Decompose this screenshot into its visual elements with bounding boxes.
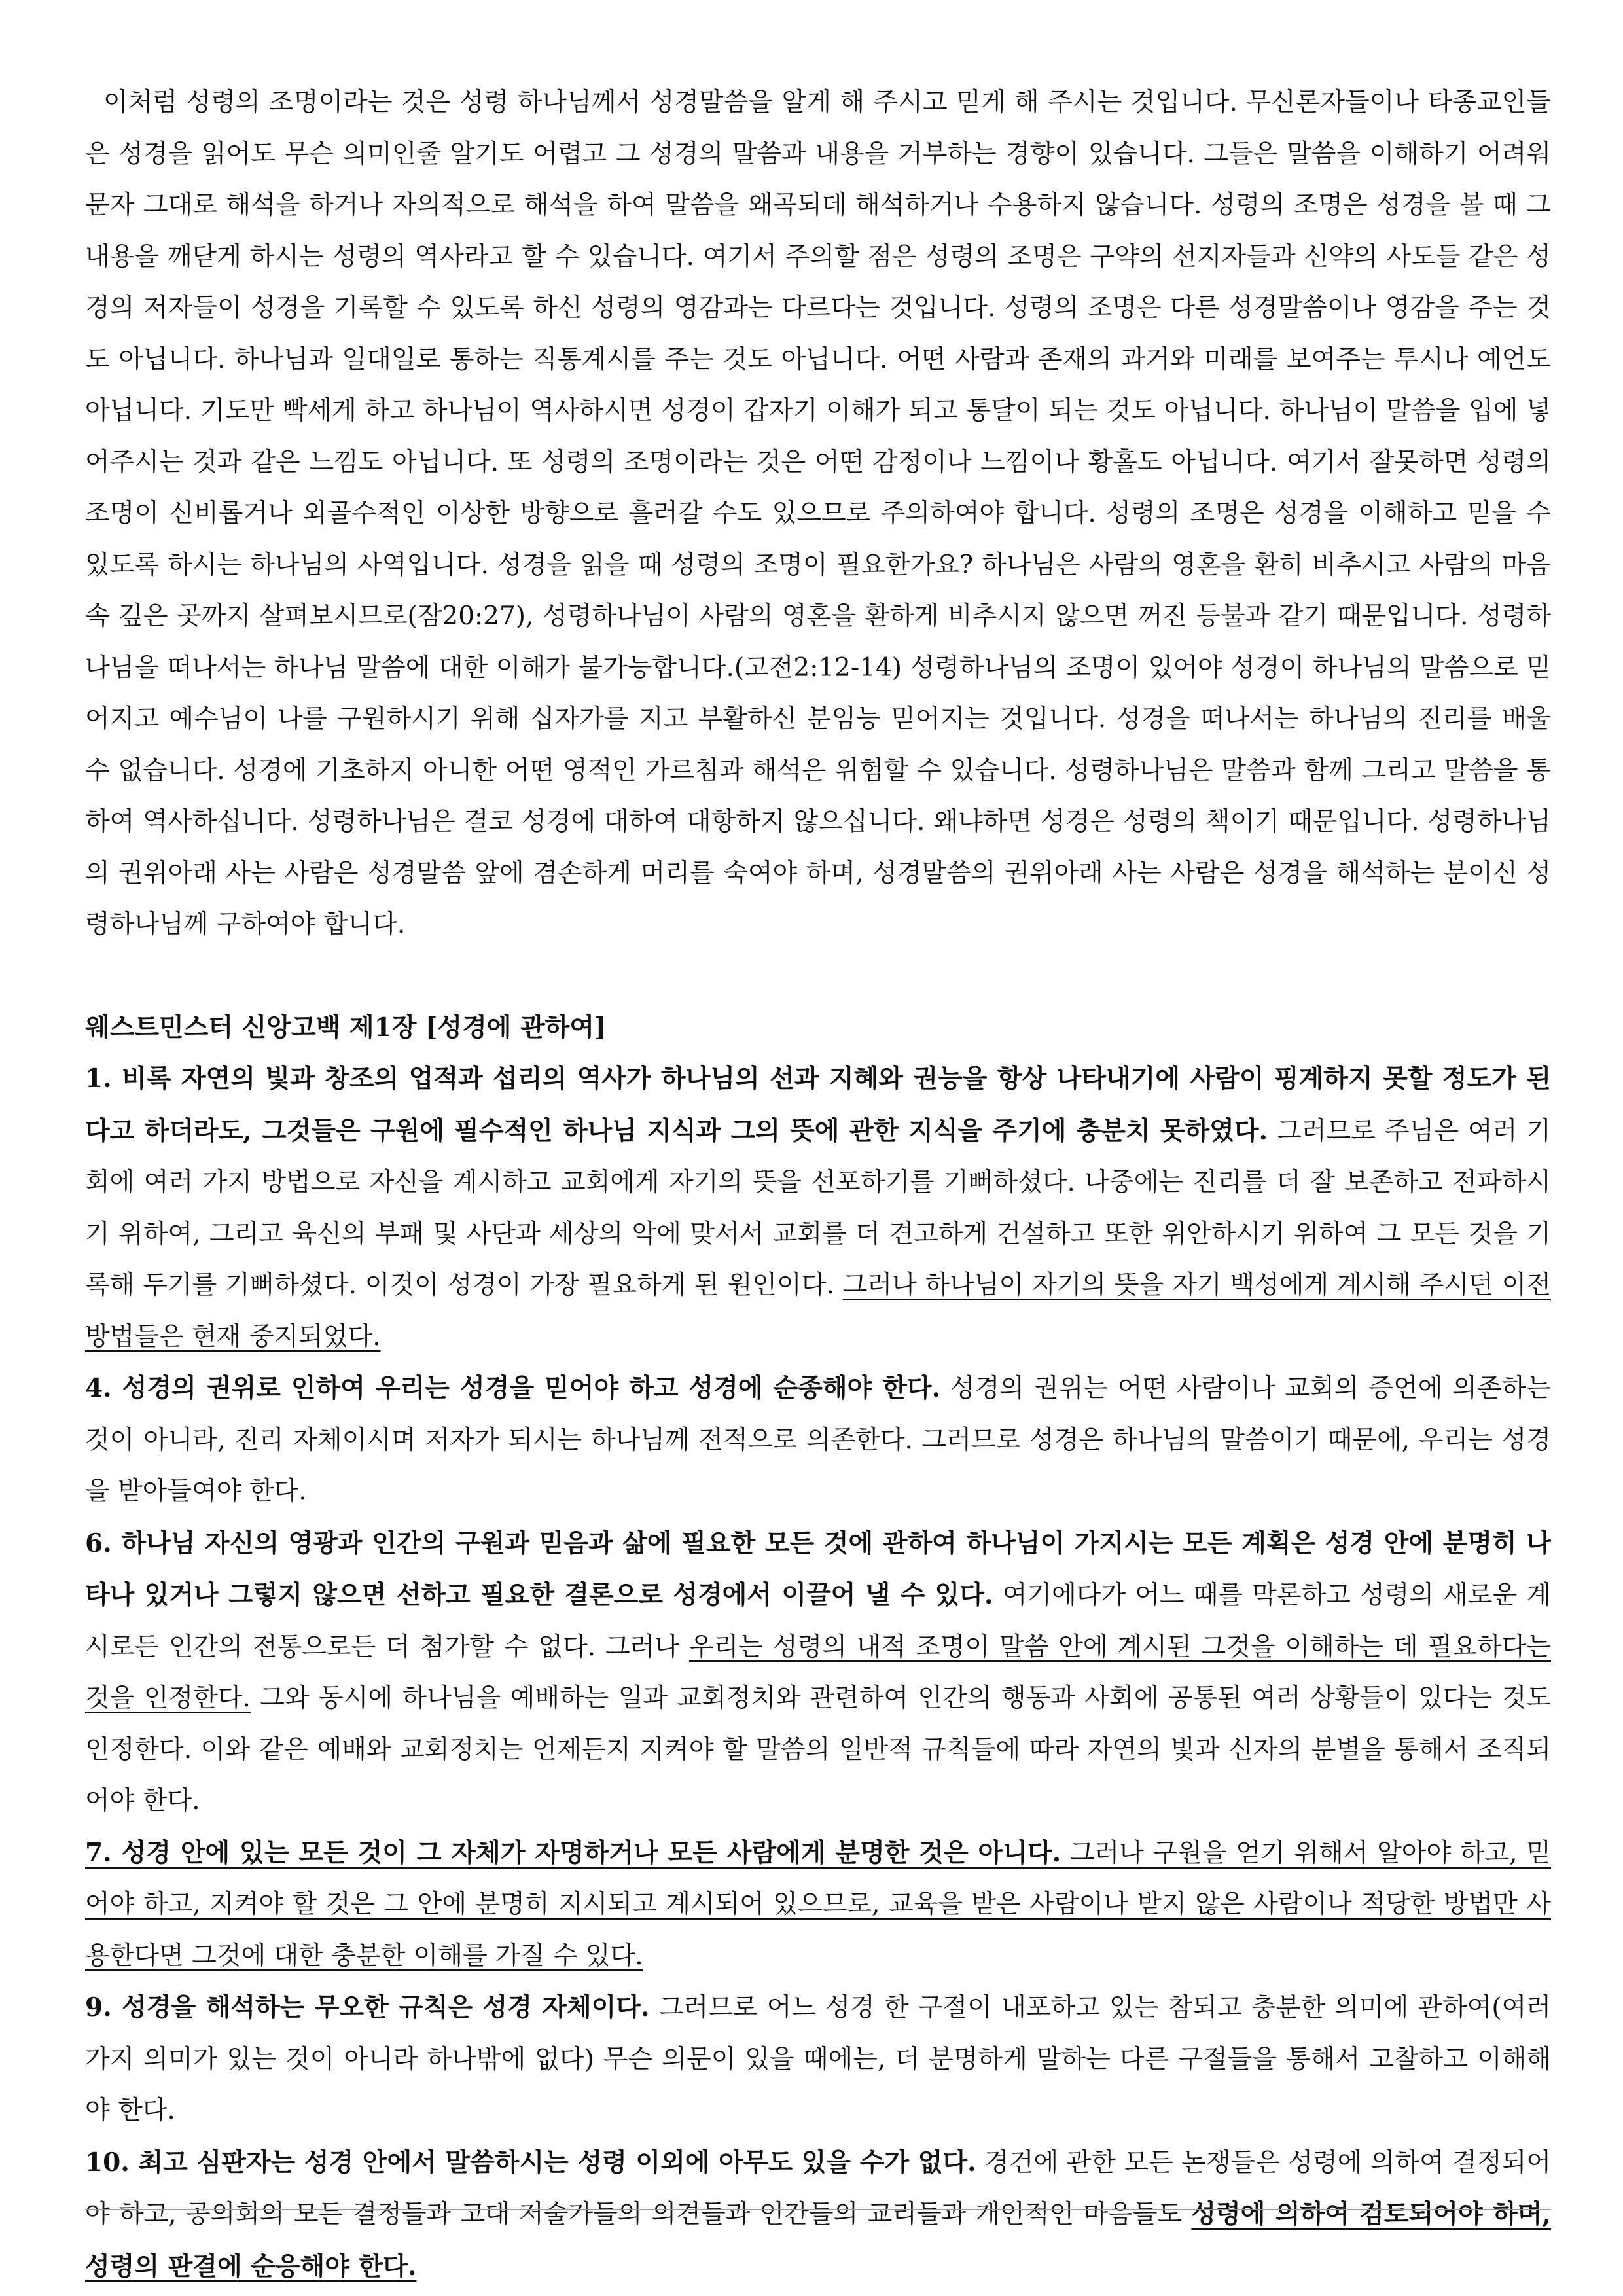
item-6-bold-text: 6. 하나님 자신의 영광과 인간의 구원과 믿음과 삶에 필요한 모든 것에 관하여 하나님이 가지시는 모든 계획은 성경 안에 분명히 나타나 있거나 그렇지 않으면 선하고 필요한 결론으로 성경에서 이끌어 낼 수 있다. <box>85 1528 1551 1610</box>
item-6-underlined-text: 우리는 성령의 내적 조명이 말씀 안에 계시된 그것을 이해하는 데 필요하다는 것을 인정한다. <box>85 1632 1551 1713</box>
item-4-text: 성경의 권위는 어떤 사람이나 교회의 증언에 의존하는 것이 아니라, 진리 자체이시며 저자가 되시는 하나님께 전적으로 의존한다. 그러므로 성경은 하나님의 말씀이기 때문에, 우리는 성경을 받아들여야 한다. <box>85 1374 1551 1506</box>
item-9-text: 그러므로 어느 성경 한 구절이 내포하고 있는 참되고 충분한 의미에 관하여(여러 가지 의미가 있는 것이 아니라 하나밖에 없다) 무슨 의문이 있을 때에는, 더 분명하게 말하는 다른 구절들을 통해서 고찰하고 이해해야 한다. <box>85 1993 1551 2125</box>
item-4-bold-text: 4. 성경의 권위로 인하여 우리는 성경을 믿어야 하고 성경에 순종해야 한다. <box>85 1373 941 1403</box>
item-1-bold-text: 1. 비록 자연의 빛과 창조의 업적과 섭리의 역사가 하나님의 선과 지혜와 권능을 항상 나타내기에 사람이 핑계하지 못할 정도가 된다고 하더라도, 그것들은 구원에 필수적인 하나님 지식과 그의 뜻에 관한 지식을 주기에 충분치 못하였다. <box>85 1064 1551 1146</box>
confession-item-10 <box>85 2137 1551 2293</box>
confession-item-6 <box>85 1518 1551 1827</box>
section-heading: 웨스트민스터 신앙고백 제1장 [성경에 관하여] <box>85 1012 607 1043</box>
item-6-text-b: 그와 동시에 하나님을 예배하는 일과 교회정치와 관련하여 인간의 행동과 사회에 공통된 여러 상황들이 있다는 것도 인정한다. 이와 같은 예배와 교회정치는 언제든지 지켜야 할 말씀의 일반적 규칙들에 따라 자연의 빛과 신자의 분별을 통해서 조직되어야 한다. <box>85 1683 1551 1816</box>
document-page <box>85 77 1551 2293</box>
item-10-bold-underlined-text: 성령에 의하여 검토되어야 하며, 성령의 판결에 순응해야 한다. <box>85 2199 1552 2282</box>
footer-divider <box>85 2209 1551 2210</box>
confession-item-9 <box>85 1982 1551 2137</box>
confession-item-4 <box>85 1363 1551 1518</box>
confession-item-7 <box>85 1827 1551 1982</box>
item-7-underlined-text: 그러나 구원을 얻기 위해서 알아야 하고, 믿어야 하고, 지켜야 할 것은 그 안에 분명히 지시되고 계시되어 있으므로, 교육을 받은 사람이나 받지 않은 사람이나 적당한 방법만 사용한다면 그것에 대한 충분한 이해를 가질 수 있다. <box>85 1838 1551 1971</box>
item-10-bold-text: 10. 최고 심판자는 성경 안에서 말씀하시는 성령 이외에 아무도 있을 수가 없다. <box>85 2147 976 2178</box>
intro-paragraph: 이처럼 성령의 조명이라는 것은 성령 하나님께서 성경말씀을 알게 해 주시고 믿게 해 주시는 것입니다. 무신론자들이나 타종교인들은 성경을 읽어도 무슨 의미인줄 알기도 어렵고 그 성경의 말씀과 내용을 거부하는 경향이 있습니다. 그들은 말씀을 이해하기 어려워 문자 그대로 해석을 하거나 자의적으로 해석을 하여 말씀을 왜곡되데 해석하거나 수용하지 않습니다. 성령의 조명은 성경을 볼 때 그 내용을 깨닫게 하시는 성령의 역사라고 할 수 있습니다. 여기서 주의할 점은 성령의 조명은 구약의 선지자들과 신약의 사도들 같은 성경의 저자들이 성경을 기록할 수 있도록 하신 성령의 영감과는 다르다는 것입니다. 성령의 조명은 다른 성경말씀이나 영감을 주는 것도 아닙니다. 하나님과 일대일로 통하는 직통계시를 주는 것도 아닙니다. 어떤 사람과 존재의 과거와 미래를 보여주는 투시나 예언도 아닙니다. 기도만 빡세게 하고 하나님이 역사하시면 성경이 갑자기 이해가 되고 통달이 되는 것도 아닙니다. 하나님이 말씀을 입에 넣어주시는 것과 같은 느낌도 아닙니다. 또 성령의 조명이라는 것은 어떤 감정이나 느낌이나 황홀도 아닙니다. 여기서 잘못하면 성령의 조명이 신비롭거나 외골수적인 이상한 방향으로 흘러갈 수도 있으므로 주의하여야 합니다. 성령의 조명은 성경을 이해하고 믿을 수 있도록 하시는 하나님의 사역입니다. 성경을 읽을 때 성령의 조명이 필요한가요? 하나님은 사람의 영혼을 환히 비추시고 사람의 마음속 깊은 곳까지 살펴보시므로(잠20:27), 성령하나님이 사람의 영혼을 환하게 비추시지 않으면 꺼진 등불과 같기 때문입니다. 성령하나님을 떠나서는 하나님 말씀에 대한 이해가 불가능합니다.(고전2:12-14) 성령하나님의 조명이 있어야 성경이 하나님의 말씀으로 믿어지고 예수님이 나를 구원하시기 위해 십자가를 지고 부활하신 분임능 믿어지는 것입니다. 성경을 떠나서는 하나님의 진리를 배울 수 없습니다. 성경에 기초하지 아니한 어떤 영적인 가르침과 해석은 위험할 수 있습니다. 성령하나님은 말씀과 함께 그리고 말씀을 통하여 역사하십니다. 성령하나님은 결코 성경에 대하여 대항하지 않으십니다. 왜냐하면 성경은 성령의 책이기 때문입니다. 성령하나님의 권위아래 사는 사람은 성경말씀 앞에 겸손하게 머리를 숙여야 하며, 성경말씀의 권위아래 사는 사람은 성경을 해석하는 분이신 성령하나님께 구하여야 합니다. <box>85 88 1551 939</box>
item-6-text-a: 여기에다가 어느 때를 막론하고 성령의 새로운 계시로든 인간의 전통으로든 더 첨가할 수 없다. 그러나 <box>85 1581 1551 1662</box>
item-10-text: 경건에 관한 모든 논쟁들은 성령에 의하여 결정되어야 하고, 공의회의 모든 결정들과 고대 저술가들의 의견들과 인간들의 교리들과 개인적인 마음들도 <box>85 2147 1551 2229</box>
item-1-underlined-text: 그러나 하나님이 자기의 뜻을 자기 백성에게 계시해 주시던 이전 방법들은 현재 중지되었다. <box>85 1270 1551 1352</box>
confession-item-1 <box>85 1053 1551 1363</box>
item-7-bold-underlined-text: 7. 성경 안에 있는 모든 것이 그 자체가 자명하거나 모든 사람에게 분명한 것은 아니다. <box>85 1837 1061 1868</box>
item-1-text: 그러므로 주님은 여러 기회에 여러 가지 방법으로 자신을 계시하고 교회에게 자기의 뜻을 선포하기를 기뻐하셨다. 나중에는 진리를 더 잘 보존하고 전파하시기 위하여, 그리고 육신의 부패 및 사단과 세상의 악에 맞서서 교회를 더 견고하게 건설하고 또한 위안하시기 위하여 그 모든 것을 기록해 두기를 기뻐하셨다. 이것이 성경이 가장 필요하게 된 원인이다. <box>85 1116 1551 1300</box>
item-9-bold-text: 9. 성경을 해석하는 무오한 규칙은 성경 자체이다. <box>85 1992 650 2022</box>
